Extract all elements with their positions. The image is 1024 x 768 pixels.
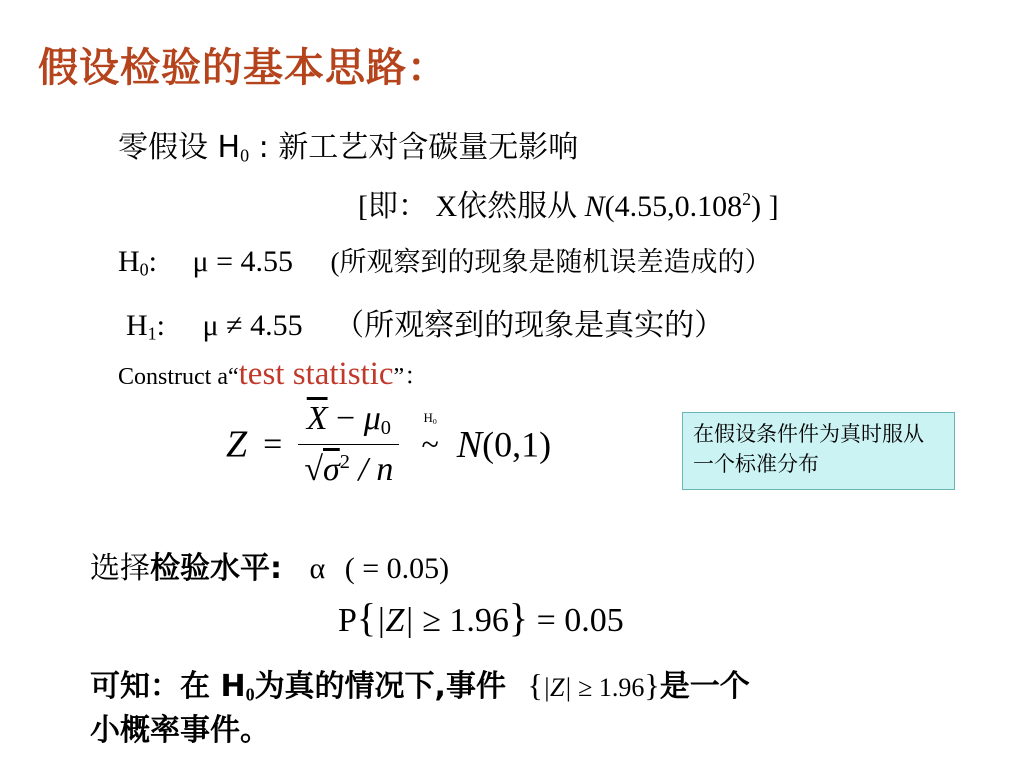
test-statistic-formula <box>226 400 551 489</box>
formula-mu: μ <box>363 400 381 437</box>
h0-sub: 0 <box>139 259 149 280</box>
formula-X-bar: $\overline{X}$ <box>306 400 328 437</box>
conclusion-c: 是一个 <box>659 669 750 704</box>
formula-mu-sub: 0 <box>380 417 391 440</box>
conclusion-line2: 小概率事件。 <box>90 713 270 748</box>
level-prefix: 选择 <box>90 551 150 586</box>
callout-note: 在假设条件件为真时服从一个标准分布 <box>682 412 955 490</box>
h1-colon: : <box>156 309 166 342</box>
significance-level <box>90 543 449 587</box>
formula-eq: = <box>263 425 283 463</box>
prob-abs-Z: |Z| <box>376 602 414 639</box>
distribution-open: [即： X依然服从 <box>358 190 585 223</box>
h0-equation: μ = 4.55 <box>192 245 294 278</box>
formula-denominator <box>298 444 399 489</box>
distribution-close: ) ] <box>751 190 779 223</box>
level-alpha: α <box>309 552 326 585</box>
distribution-N: N <box>584 190 605 223</box>
formula-sqrt: √ <box>304 451 323 489</box>
distribution-sup: 2 <box>742 189 752 210</box>
h1-sub: 1 <box>147 323 157 344</box>
event-ge: ≥ 1.96 <box>571 673 645 702</box>
conclusion-line1 <box>90 661 750 706</box>
formula-sigma-sup: 2 <box>339 451 350 474</box>
h1-label: H <box>126 309 148 342</box>
formula-tilde: ~ <box>421 425 439 462</box>
construct-suffix: ”： <box>393 364 429 390</box>
formula-fraction <box>298 400 399 489</box>
null-hypothesis-prefix: 零假设 H <box>118 130 241 165</box>
conclusion-b: 为真的情况下,事件 <box>254 669 506 704</box>
level-bold: 检验水平: <box>150 551 282 586</box>
distribution-line <box>358 181 779 225</box>
h1-note: （所观察到的现象是真实的） <box>334 309 725 342</box>
formula-params: (0,1) <box>482 424 552 465</box>
conclusion-a: 可知：在 H <box>90 669 246 704</box>
null-hypothesis-sub: 0 <box>240 145 250 166</box>
null-hypothesis <box>118 122 578 167</box>
formula-minus: − <box>327 400 364 437</box>
distribution-params: (4.55,0.108 <box>604 190 743 223</box>
h0-colon: : <box>148 245 158 278</box>
conclusion-event <box>527 667 660 703</box>
construct-highlight: test statistic <box>238 356 394 392</box>
level-value: ( = 0.05) <box>344 552 450 585</box>
formula-h0-mark-sub: 0 <box>432 416 437 426</box>
formula-over-n: / n <box>349 451 394 489</box>
prob-ge: ≥ 1.96 <box>413 602 509 639</box>
formula-dist <box>421 409 439 462</box>
prob-result: = 0.05 <box>528 602 624 639</box>
event-close-brace: } <box>644 667 660 703</box>
prob-open-brace: { <box>356 595 377 640</box>
conclusion-sub: 0 <box>245 684 255 705</box>
formula-h0-mark-label: H <box>423 409 433 425</box>
prob-close-brace: } <box>508 595 529 640</box>
h0-line <box>118 240 772 281</box>
formula-sigma: σ <box>323 451 340 489</box>
event-open-brace: { <box>527 667 543 703</box>
construct-prefix: Construct a“ <box>118 364 239 390</box>
null-hypothesis-text: : 新工艺对含碳量无影响 <box>249 130 579 165</box>
h1-line <box>126 300 724 345</box>
probability-formula <box>338 594 624 641</box>
h0-note: (所观察到的现象是随机误差造成的） <box>330 247 772 277</box>
h0-label: H <box>118 245 140 278</box>
formula-Z: Z <box>226 423 248 466</box>
formula-N: N <box>456 423 483 466</box>
slide-title: 假设检验的基本思路： <box>38 45 448 91</box>
event-abs-Z: |Z| <box>542 673 572 702</box>
construct-line <box>118 356 428 393</box>
prob-P: P <box>338 602 357 639</box>
formula-numerator <box>301 400 397 444</box>
h1-equation: μ ≠ 4.55 <box>202 309 303 342</box>
